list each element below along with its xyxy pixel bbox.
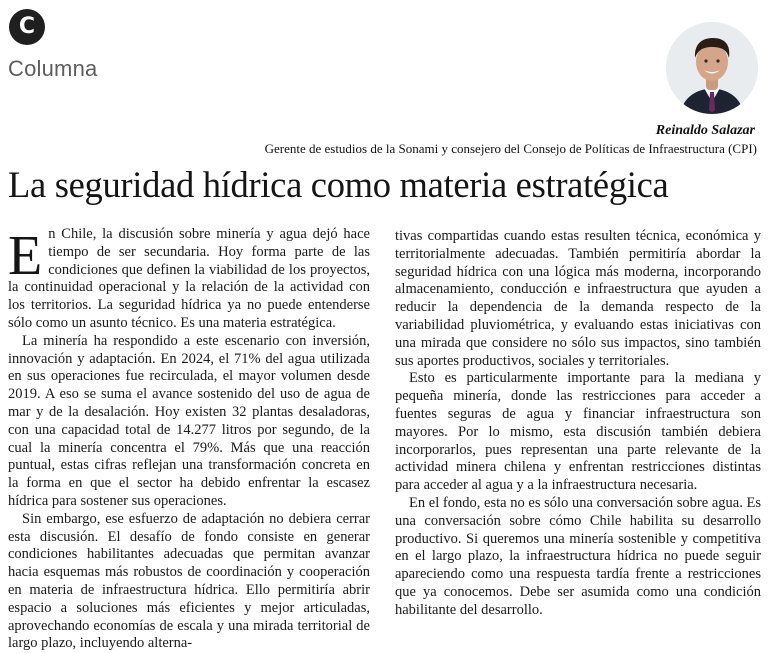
article-paragraph: En el fondo, esta no es sólo una conversación sobre agua. Es una conversación sobre cómo Chile habilita su desarrollo productivo. Si queremos una minería sostenible y competitiva en el largo plazo, la infraestructura hídrica no puede seguir apareciendo como una respuesta tardía frente a restricciones que ya conocemos. Debe ser asumida como una condición habilitante del desarrollo. (395, 494, 761, 618)
author-portrait-icon (666, 22, 758, 114)
article-column-left (8, 226, 370, 653)
author-photo (666, 22, 758, 114)
article-paragraph: Esto es particularmente importante para la mediana y pequeña minería, donde las restricciones para acceder a fuentes seguras de agua y financiar infraestructura son mayores. Por lo mismo, esta discusión también debiera incorporarlos, pues representan una parte relevante de la actividad minera chilena y enfrentan restricciones distintas para acceder al agua y a la infraestructura necesaria. (395, 370, 761, 494)
author-role: Gerente de estudios de la Sonami y consejero del Consejo de Políticas de Infraestructura (CPI) (264, 141, 757, 156)
article-column-right (395, 228, 761, 620)
article-paragraph: En Chile, la discusión sobre minería y agua dejó hace tiempo de ser secundaria. Hoy forma parte de las condiciones que definen la viabilidad de los proyectos, la continuidad operacional y la relación de la actividad con los territorios. La seguridad hídrica ya no puede entenderse sólo como un asunto técnico. Es una materia estratégica. (8, 225, 370, 331)
article-headline: La seguridad hídrica como materia estratégica (8, 164, 669, 205)
article-paragraph: Sin embargo, ese esfuerzo de adaptación no debiera cerrar esta discusión. El desafío de fondo consiste en generar condiciones habilitantes adecuadas que permitan avanzar hacia esquemas más robustos de coordinación y cooperación en materia de infraestructura hídrica. Ello permitiría abrir espacio a soluciones más eficientes y mejor articuladas, aprovechando economías de escala y una mirada territorial de largo plazo, incluyendo alterna- (8, 510, 370, 652)
article-paragraph: tivas compartidas cuando estas resulten técnica, económica y territorialmente adecuadas. También permitiría abordar la seguridad hídrica con una lógica más moderna, incorporando almacenamiento, conducción e infraestructura que ayuden a reducir la dependencia de la demanda respecto de la variabilidad pluviométrica, y evaluando estas iniciativas con una mirada que considere no sólo sus impactos, sino también sus aportes productivos, sociales y territoriales. (395, 228, 761, 369)
author-name: Reinaldo Salazar (655, 123, 755, 138)
drop-cap: E (8, 225, 43, 287)
article-paragraph: La minería ha respondido a este escenario con inversión, innovación y adaptación. En 2024, el 71% del agua utilizada en sus operaciones fue recirculada, el mayor volumen desde 2019. A eso se suma el avance sostenido del uso de agua de mar y de la desalación. Hoy existen 32 plantas desaladoras, con una capacidad total de 14.277 litros por segundo, de la cual la minería concentra el 79%. Más que una reacción puntual, estas cifras reflejan una transformación concreta en la forma en que el sector ha debido enfrentar la escasez hídrica para sostener sus operaciones. (8, 332, 370, 509)
section-label: Columna (8, 56, 98, 81)
column-badge: C (9, 9, 45, 45)
